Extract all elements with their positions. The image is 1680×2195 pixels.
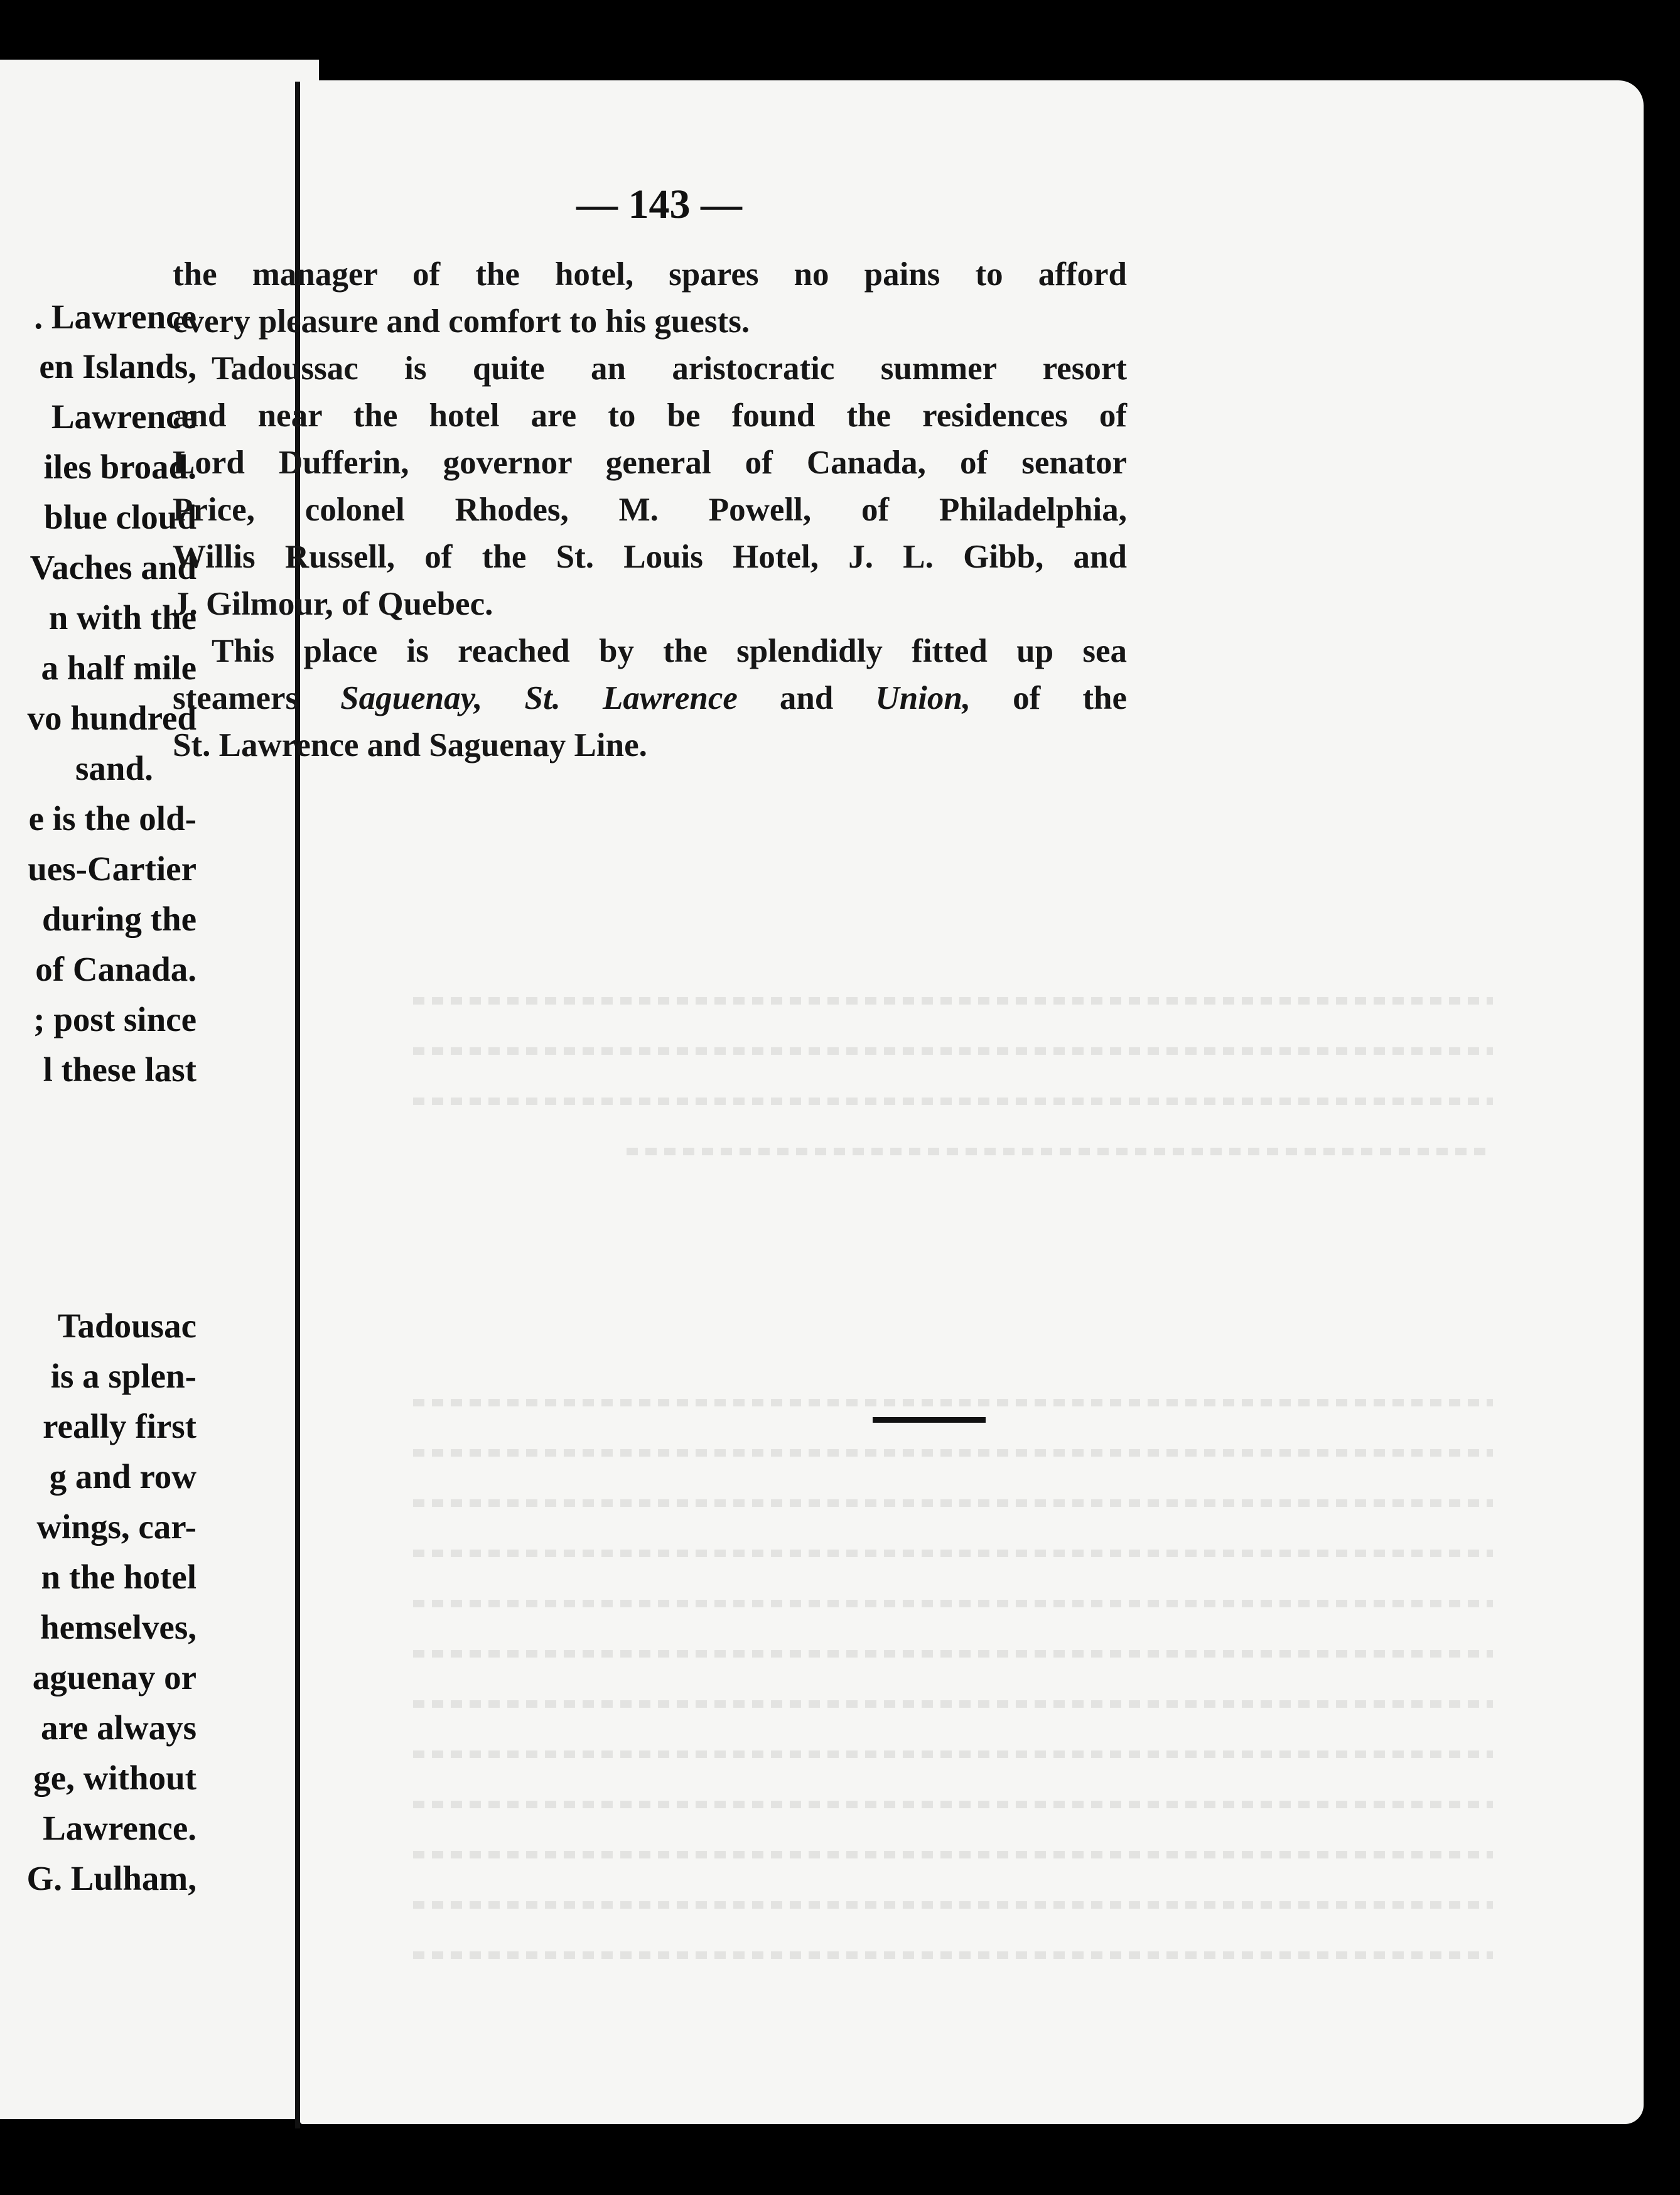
bleed-through-line [413, 1851, 1493, 1858]
paragraph [173, 628, 1127, 769]
bleed-through-line [413, 1951, 1493, 1959]
left-line: . Lawrence [34, 298, 197, 336]
text-run: and [779, 680, 834, 716]
bleed-through-line [413, 1399, 1493, 1406]
ship-names: Saguenay, St. Lawrence [340, 680, 738, 716]
left-line: ; post since [33, 1000, 197, 1038]
left-line: are always [41, 1708, 197, 1747]
text-line: Tadoussac is quite an aristocratic summer resort [212, 350, 1127, 387]
left-line: l these last [43, 1050, 197, 1089]
left-line: iles broad. [43, 448, 197, 486]
left-line: is a splen- [50, 1357, 197, 1395]
left-line: hemselves, [40, 1608, 197, 1646]
left-line: e is the old- [28, 799, 197, 838]
text-line: and near the hotel are to be found the residences of [173, 397, 1127, 434]
bleed-through-line [627, 1148, 1493, 1155]
text-line: the manager of the hotel, spares no pains to afford [173, 256, 1127, 293]
paragraph [173, 345, 1127, 628]
left-line: during the [41, 900, 197, 938]
bleed-through-line [413, 1449, 1493, 1457]
left-line: n the hotel [41, 1558, 197, 1596]
left-line: ge, without [33, 1759, 197, 1797]
left-line: wings, car- [36, 1507, 197, 1546]
bleed-through-line [413, 1499, 1493, 1507]
bleed-through-line [413, 997, 1493, 1005]
bleed-through-line [413, 1750, 1493, 1758]
left-line: Lawrence. [43, 1809, 197, 1847]
body-text [173, 251, 1127, 769]
ship-name: Union, [875, 680, 971, 716]
text-run: steamers [173, 680, 299, 716]
text-line: This place is reached by the splendidly fitted up sea [212, 633, 1127, 669]
bleed-through-line [413, 1700, 1493, 1708]
text-line: J. Gilmour, of Quebec. [173, 586, 493, 622]
bleed-through-line [413, 1650, 1493, 1658]
text-line: every pleasure and comfort to his guests. [173, 303, 750, 340]
left-line: of Canada. [35, 950, 197, 988]
text-line: Willis Russell, of the St. Louis Hotel, J. L. Gibb, and [173, 539, 1127, 575]
left-line: vo hundred [27, 699, 197, 737]
left-line: n with the [48, 598, 197, 637]
bleed-through-line [413, 1098, 1493, 1105]
text-run: of the [1013, 680, 1128, 716]
left-line: blue cloud [44, 498, 197, 536]
left-line: G. Lulham, [26, 1859, 197, 1897]
left-line: Vaches and [30, 548, 197, 586]
bleed-through-line [413, 1801, 1493, 1808]
text-line: Price, colonel Rhodes, M. Powell, of Philadelphia, [173, 492, 1127, 528]
left-line: ues-Cartier [28, 849, 197, 888]
left-line: sand. [75, 749, 153, 787]
text-line: Lord Dufferin, governor general of Canada, of senator [173, 445, 1127, 481]
bleed-through-line [413, 1047, 1493, 1055]
left-line: really first [43, 1407, 197, 1445]
bleed-through-line [413, 1550, 1493, 1557]
text-line [173, 675, 1127, 722]
left-line: aguenay or [32, 1658, 197, 1696]
left-line: g and row [49, 1457, 197, 1496]
paragraph [173, 251, 1127, 345]
page-number: — 143 — [576, 181, 742, 227]
left-line: en Islands, [39, 347, 197, 386]
left-line: a half mile [41, 649, 197, 687]
bleed-through-line [413, 1600, 1493, 1607]
section-rule [873, 1417, 986, 1423]
left-line: Tadousac [57, 1307, 197, 1345]
left-line: Lawrence [51, 397, 197, 436]
text-line: St. Lawrence and Saguenay Line. [173, 727, 647, 763]
bleed-through-line [413, 1901, 1493, 1909]
